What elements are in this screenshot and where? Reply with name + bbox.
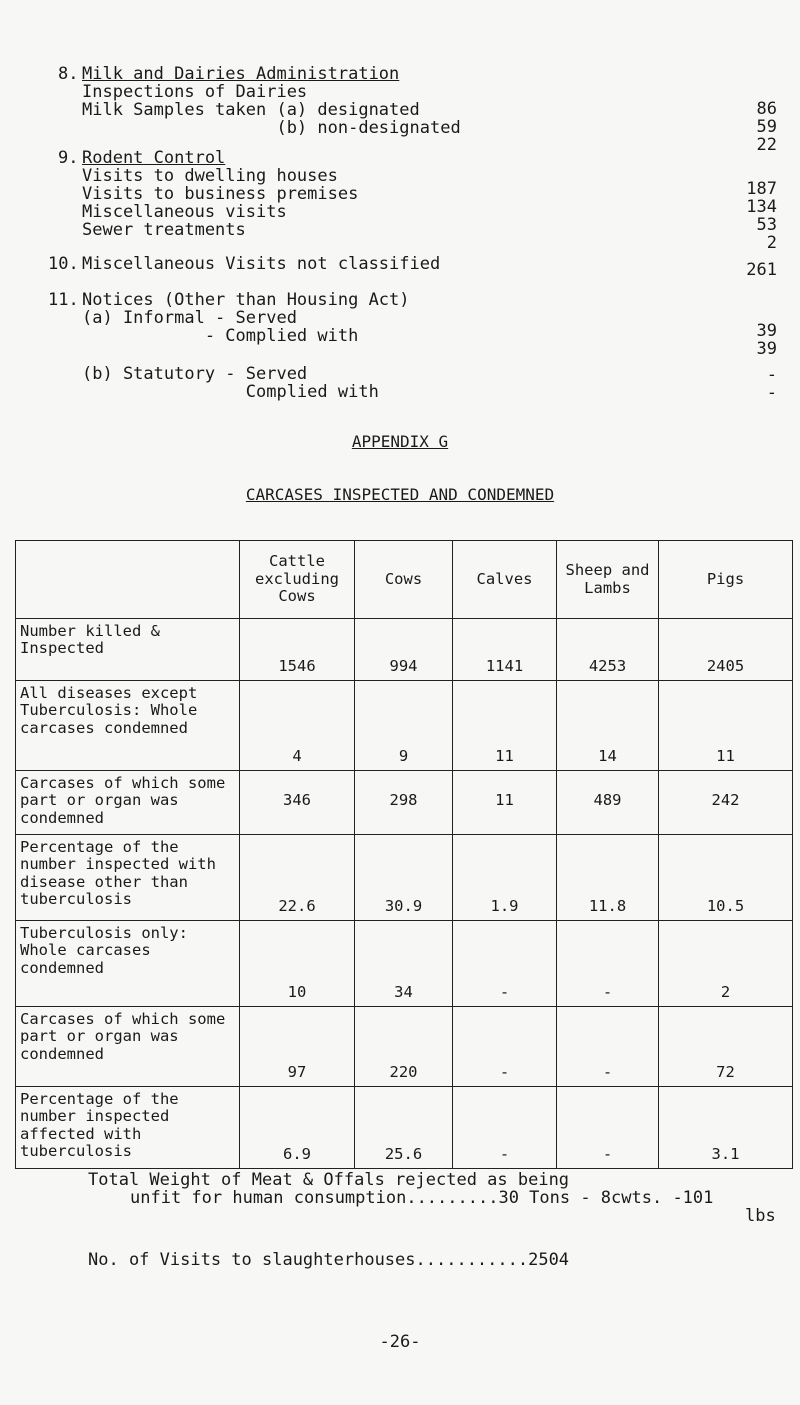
table-cell: 11 xyxy=(453,681,557,771)
section-10-title: Miscellaneous Visits not classified xyxy=(82,254,441,274)
table-cell: 34 xyxy=(355,921,453,1007)
section-9-line: Sewer treatments xyxy=(82,220,246,240)
table-cell: 3.1 xyxy=(659,1087,793,1169)
table-cell: 25.6 xyxy=(355,1087,453,1169)
weight-line-2: unfit for human consumption.........30 Tons - 8cwts. -101 xyxy=(130,1188,714,1208)
section-10-value: 261 xyxy=(746,260,777,280)
row-label: Tuberculosis only: Whole carcases condemned xyxy=(16,921,240,1007)
table-row xyxy=(16,619,793,681)
value: - xyxy=(766,365,777,385)
table-cell: 6.9 xyxy=(240,1087,355,1169)
section-8-line: Inspections of Dairies xyxy=(82,82,308,102)
section-10-number: 10. xyxy=(48,254,79,274)
table-cell: - xyxy=(453,921,557,1007)
section-8-line: Milk Samples taken (a) designated xyxy=(82,100,420,120)
page-number: -26- xyxy=(379,1332,421,1352)
table-cell: 489 xyxy=(557,771,659,835)
table-cell: 220 xyxy=(355,1007,453,1087)
weight-unit: lbs xyxy=(745,1206,776,1226)
table-cell: 22.6 xyxy=(240,835,355,921)
slaughterhouse-visits: No. of Visits to slaughterhouses...........2504 xyxy=(88,1250,570,1270)
value: 53 xyxy=(756,215,777,235)
table-cell: 72 xyxy=(659,1007,793,1087)
header-cell: Cattle excluding Cows xyxy=(240,541,355,619)
row-label: Percentage of the number inspected with disease other than tuberculosis xyxy=(16,835,240,921)
value: 187 xyxy=(746,179,777,199)
table-header-row xyxy=(16,541,793,619)
table-cell: - xyxy=(557,1007,659,1087)
header-cell xyxy=(16,541,240,619)
appendix-subtitle: CARCASES INSPECTED AND CONDEMNED xyxy=(245,485,555,504)
value: 39 xyxy=(756,339,777,359)
section-11-line: (a) Informal - Served xyxy=(82,308,297,328)
table-cell: 97 xyxy=(240,1007,355,1087)
appendix-title: APPENDIX G xyxy=(351,432,449,451)
table-cell: 10.5 xyxy=(659,835,793,921)
table-row xyxy=(16,1007,793,1087)
section-9-line: Miscellaneous visits xyxy=(82,202,287,222)
table-cell: 242 xyxy=(659,771,793,835)
table-cell: - xyxy=(453,1007,557,1087)
section-11b-values xyxy=(735,366,777,402)
table-cell: 11 xyxy=(453,771,557,835)
value: 59 xyxy=(756,117,777,137)
row-label: Carcases of which some part or organ was condemned xyxy=(16,771,240,835)
value: 134 xyxy=(746,197,777,217)
table-cell: 14 xyxy=(557,681,659,771)
table-cell: 4 xyxy=(240,681,355,771)
table-row xyxy=(16,1087,793,1169)
table-cell: - xyxy=(557,921,659,1007)
section-9-line: Visits to business premises xyxy=(82,184,359,204)
table-row xyxy=(16,921,793,1007)
table-cell: - xyxy=(557,1087,659,1169)
table-cell: 30.9 xyxy=(355,835,453,921)
section-9-title: Rodent Control xyxy=(82,148,226,168)
table-cell: 1.9 xyxy=(453,835,557,921)
table-cell: - xyxy=(453,1087,557,1169)
table-cell: 994 xyxy=(355,619,453,681)
row-label: Number killed & Inspected xyxy=(16,619,240,681)
table-cell: 298 xyxy=(355,771,453,835)
table-cell: 1546 xyxy=(240,619,355,681)
table-cell: 11.8 xyxy=(557,835,659,921)
value: - xyxy=(766,383,777,403)
section-8-title: Milk and Dairies Administration xyxy=(82,64,400,84)
section-11-title: Notices (Other than Housing Act) xyxy=(82,290,410,310)
header-cell: Cows xyxy=(355,541,453,619)
section-8-number: 8. xyxy=(58,64,79,84)
row-label: Carcases of which some part or organ was condemned xyxy=(16,1007,240,1087)
header-cell: Sheep and Lambs xyxy=(557,541,659,619)
row-label: Percentage of the number inspected affected with tuberculosis xyxy=(16,1087,240,1169)
section-11-line: - Complied with xyxy=(82,326,359,346)
table-cell: 346 xyxy=(240,771,355,835)
table-cell: 2 xyxy=(659,921,793,1007)
table-cell: 1141 xyxy=(453,619,557,681)
section-11a-values xyxy=(735,322,777,358)
weight-line-1: Total Weight of Meat & Offals rejected as being xyxy=(88,1170,570,1190)
header-cell: Calves xyxy=(453,541,557,619)
table-cell: 9 xyxy=(355,681,453,771)
table-row xyxy=(16,681,793,771)
section-11-number: 11. xyxy=(48,290,79,310)
section-11-line: (b) Statutory - Served xyxy=(82,364,308,384)
table-row xyxy=(16,771,793,835)
table-row xyxy=(16,835,793,921)
table-cell: 4253 xyxy=(557,619,659,681)
table-cell: 11 xyxy=(659,681,793,771)
value: 39 xyxy=(756,321,777,341)
section-11-line: Complied with xyxy=(82,382,379,402)
section-9-values xyxy=(735,180,777,252)
table-cell: 2405 xyxy=(659,619,793,681)
row-label: All diseases except Tuberculosis: Whole carcases condemned xyxy=(16,681,240,771)
header-cell: Pigs xyxy=(659,541,793,619)
carcases-table xyxy=(15,540,793,1169)
section-8-values xyxy=(735,100,777,154)
section-9-number: 9. xyxy=(58,148,79,168)
value: 2 xyxy=(766,233,777,253)
value: 86 xyxy=(756,99,777,119)
value: 22 xyxy=(756,135,777,155)
section-8-line: (b) non-designated xyxy=(82,118,461,138)
table-cell: 10 xyxy=(240,921,355,1007)
section-9-line: Visits to dwelling houses xyxy=(82,166,338,186)
